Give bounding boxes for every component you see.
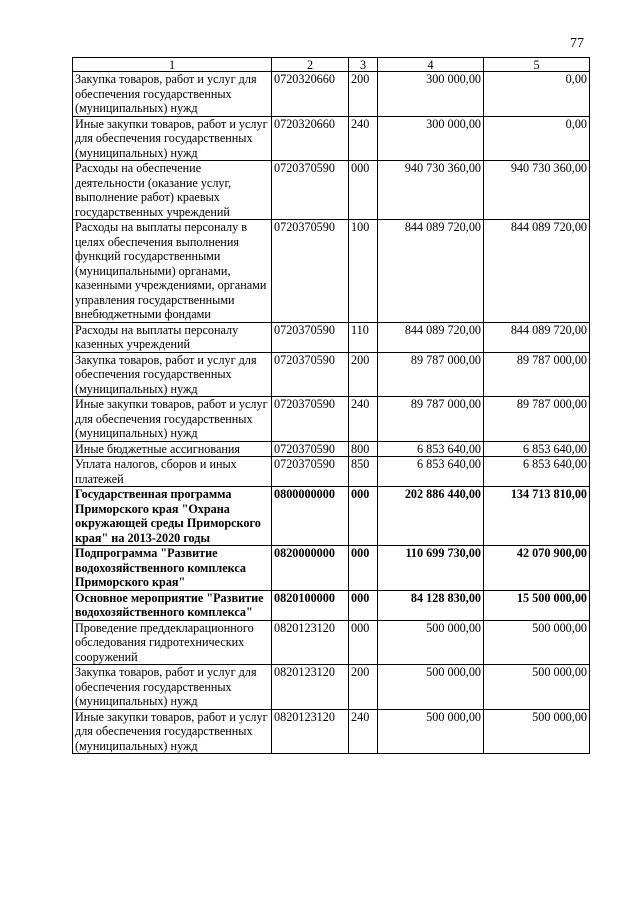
row-type-cell: 110 — [349, 322, 378, 352]
row-type-cell: 000 — [349, 487, 378, 546]
row-amount-2-cell: 0,00 — [484, 72, 590, 117]
header-row — [73, 58, 590, 72]
row-amount-1-cell: 89 787 000,00 — [378, 352, 484, 397]
column-header-type: 3 — [349, 58, 378, 72]
row-type-cell: 000 — [349, 546, 378, 591]
row-type-cell: 240 — [349, 709, 378, 754]
row-name-cell: Иные бюджетные ассигнования — [73, 441, 272, 457]
row-amount-1-cell: 6 853 640,00 — [378, 457, 484, 487]
row-code-cell: 0720320660 — [272, 116, 349, 161]
row-amount-2-cell: 89 787 000,00 — [484, 352, 590, 397]
row-type-cell: 240 — [349, 116, 378, 161]
row-type-cell: 000 — [349, 620, 378, 665]
row-amount-2-cell: 844 089 720,00 — [484, 322, 590, 352]
row-name-cell: Проведение преддекларационного обследования гидротехнических сооружений — [73, 620, 272, 665]
row-code-cell: 0720370590 — [272, 322, 349, 352]
row-amount-1-cell: 300 000,00 — [378, 72, 484, 117]
row-code-cell: 0820000000 — [272, 546, 349, 591]
row-type-cell: 850 — [349, 457, 378, 487]
row-name-cell: Закупка товаров, работ и услуг для обеспечения государственных (муниципальных) нужд — [73, 352, 272, 397]
table-row — [73, 161, 590, 220]
row-amount-2-cell: 42 070 900,00 — [484, 546, 590, 591]
column-header-amount-1: 4 — [378, 58, 484, 72]
row-code-cell: 0820123120 — [272, 665, 349, 710]
row-amount-2-cell: 940 730 360,00 — [484, 161, 590, 220]
row-amount-2-cell: 134 713 810,00 — [484, 487, 590, 546]
row-amount-2-cell: 89 787 000,00 — [484, 397, 590, 442]
row-name-cell: Закупка товаров, работ и услуг для обеспечения государственных (муниципальных) нужд — [73, 665, 272, 710]
row-name-cell: Государственная программа Приморского края "Охрана окружающей среды Приморского края" на 2013-2020 годы — [73, 487, 272, 546]
row-code-cell: 0800000000 — [272, 487, 349, 546]
row-amount-1-cell: 940 730 360,00 — [378, 161, 484, 220]
row-name-cell: Основное мероприятие "Развитие водохозяйственного комплекса" — [73, 590, 272, 620]
table-row — [73, 709, 590, 754]
row-amount-2-cell: 15 500 000,00 — [484, 590, 590, 620]
row-name-cell: Расходы на обеспечение деятельности (оказание услуг, выполнение работ) краевых государственных учреждений — [73, 161, 272, 220]
row-type-cell: 240 — [349, 397, 378, 442]
row-amount-1-cell: 500 000,00 — [378, 620, 484, 665]
column-header-name: 1 — [73, 58, 272, 72]
row-name-cell: Закупка товаров, работ и услуг для обеспечения государственных (муниципальных) нужд — [73, 72, 272, 117]
row-amount-1-cell: 300 000,00 — [378, 116, 484, 161]
row-name-cell: Расходы на выплаты персоналу в целях обеспечения выполнения функций государственными (муниципальными) органами, казенными учреждениями, органами управления государственными внебюджетными фондами — [73, 220, 272, 323]
row-code-cell: 0720370590 — [272, 397, 349, 442]
row-type-cell: 100 — [349, 220, 378, 323]
row-amount-2-cell: 500 000,00 — [484, 665, 590, 710]
row-amount-2-cell: 500 000,00 — [484, 620, 590, 665]
row-code-cell: 0720370590 — [272, 161, 349, 220]
row-name-cell: Уплата налогов, сборов и иных платежей — [73, 457, 272, 487]
row-name-cell: Расходы на выплаты персоналу казенных учреждений — [73, 322, 272, 352]
table-row — [73, 620, 590, 665]
row-amount-1-cell: 89 787 000,00 — [378, 397, 484, 442]
row-amount-2-cell: 0,00 — [484, 116, 590, 161]
table-row — [73, 487, 590, 546]
row-code-cell: 0720370590 — [272, 441, 349, 457]
row-amount-1-cell: 110 699 730,00 — [378, 546, 484, 591]
row-code-cell: 0720370590 — [272, 457, 349, 487]
row-code-cell: 0820123120 — [272, 709, 349, 754]
row-amount-1-cell: 202 886 440,00 — [378, 487, 484, 546]
table-row — [73, 546, 590, 591]
row-type-cell: 200 — [349, 72, 378, 117]
row-amount-2-cell: 500 000,00 — [484, 709, 590, 754]
row-name-cell: Иные закупки товаров, работ и услуг для обеспечения государственных (муниципальных) нужд — [73, 397, 272, 442]
row-code-cell: 0720320660 — [272, 72, 349, 117]
column-header-code: 2 — [272, 58, 349, 72]
row-type-cell: 200 — [349, 352, 378, 397]
row-type-cell: 000 — [349, 590, 378, 620]
row-amount-1-cell: 6 853 640,00 — [378, 441, 484, 457]
row-type-cell: 800 — [349, 441, 378, 457]
row-name-cell: Подпрограмма "Развитие водохозяйственного комплекса Приморского края" — [73, 546, 272, 591]
row-code-cell: 0720370590 — [272, 352, 349, 397]
table-row — [73, 665, 590, 710]
budget-table — [72, 57, 590, 754]
row-amount-2-cell: 844 089 720,00 — [484, 220, 590, 323]
table-row — [73, 590, 590, 620]
table-row — [73, 397, 590, 442]
row-amount-1-cell: 500 000,00 — [378, 665, 484, 710]
row-amount-2-cell: 6 853 640,00 — [484, 457, 590, 487]
page-number: 77 — [570, 36, 584, 51]
table-row — [73, 220, 590, 323]
table-row — [73, 116, 590, 161]
row-code-cell: 0820123120 — [272, 620, 349, 665]
row-type-cell: 200 — [349, 665, 378, 710]
table-row — [73, 457, 590, 487]
row-name-cell: Иные закупки товаров, работ и услуг для обеспечения государственных (муниципальных) нужд — [73, 116, 272, 161]
row-amount-2-cell: 6 853 640,00 — [484, 441, 590, 457]
table-row — [73, 441, 590, 457]
row-amount-1-cell: 844 089 720,00 — [378, 220, 484, 323]
row-amount-1-cell: 84 128 830,00 — [378, 590, 484, 620]
table-row — [73, 72, 590, 117]
table-row — [73, 322, 590, 352]
table-body — [73, 72, 590, 754]
column-header-amount-2: 5 — [484, 58, 590, 72]
row-code-cell: 0820100000 — [272, 590, 349, 620]
row-type-cell: 000 — [349, 161, 378, 220]
row-amount-1-cell: 844 089 720,00 — [378, 322, 484, 352]
table-row — [73, 352, 590, 397]
row-code-cell: 0720370590 — [272, 220, 349, 323]
row-amount-1-cell: 500 000,00 — [378, 709, 484, 754]
row-name-cell: Иные закупки товаров, работ и услуг для обеспечения государственных (муниципальных) нужд — [73, 709, 272, 754]
